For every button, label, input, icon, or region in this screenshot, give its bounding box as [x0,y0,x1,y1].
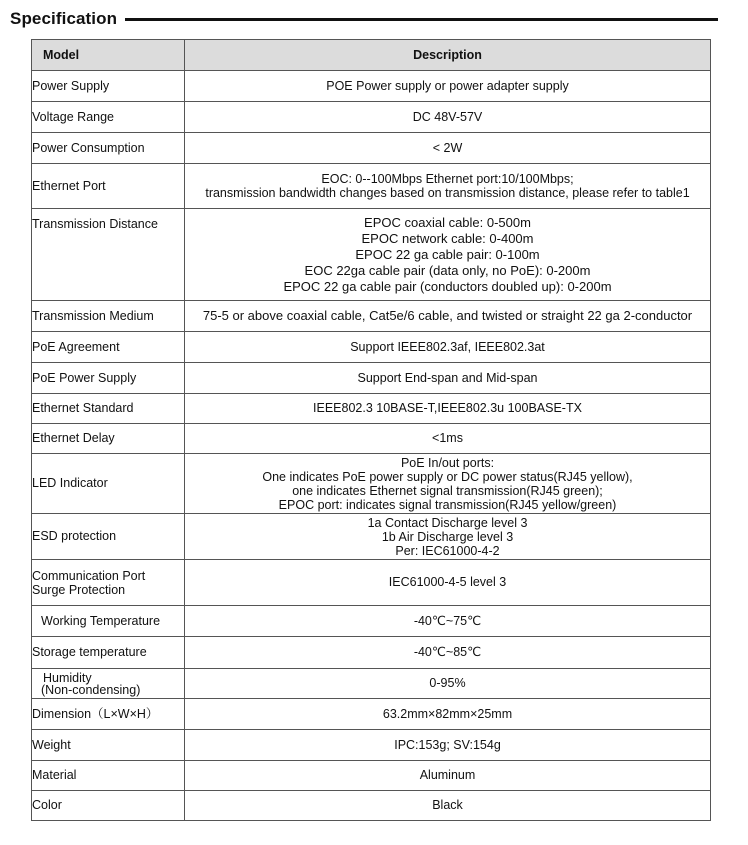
row-value [185,730,711,761]
table-row [32,514,711,560]
row-value [185,394,711,424]
heading-rule [125,18,718,21]
row-value-line: DC 48V-57V [412,109,483,124]
row-value-line: EPOC 22 ga cable pair (conductors doubled up): 0-200m [283,278,612,294]
row-value [185,699,711,730]
row-value [185,164,711,209]
row-value-line: transmission bandwidth changes based on transmission distance, please refer to table1 [205,186,690,200]
row-label-line: PoE Agreement [32,339,120,354]
row-label-line: Ethernet Port [32,178,106,193]
row-label-line: Weight [32,737,71,752]
row-value [185,71,711,102]
row-value [185,102,711,133]
row-label [32,164,185,209]
row-value [185,637,711,669]
section-title: Specification [10,9,118,28]
row-label-line: Working Temperature [41,613,161,628]
row-value [185,761,711,791]
row-label-line: Material [32,768,77,783]
row-value-line: POE Power supply or power adapter supply [326,78,569,93]
table-header-row [32,40,711,71]
table-row [32,761,711,791]
row-value-line: EPOC port: indicates signal transmission(RJ45 yellow/green) [278,497,617,512]
row-value [185,301,711,332]
row-value-line: <1ms [432,431,463,446]
row-label-line: Transmission Distance [32,217,158,231]
row-value-line: -40℃~85℃ [413,645,482,660]
row-label [32,102,185,133]
row-label-line: ESD protection [32,529,117,544]
row-label-line: Dimension（L×W×H） [32,706,159,721]
table-row [32,102,711,133]
row-label [32,699,185,730]
row-label [32,454,185,514]
header-model: Model [32,40,185,71]
row-value-line: 1b Air Discharge level 3 [381,529,514,544]
table-row [32,394,711,424]
row-value-line: Black [432,798,463,813]
row-label [32,560,185,606]
row-label [32,637,185,669]
row-value-line: 1a Contact Discharge level 3 [367,515,528,530]
row-label-line: LED Indicator [32,476,108,491]
row-value-line: EOC 22ga cable pair (data only, no PoE): 0-200m [304,262,591,278]
row-value-line: 63.2mm×82mm×25mm [382,706,513,721]
row-value [185,454,711,514]
row-value-line: Aluminum [419,768,476,783]
row-value-line: IEEE802.3 10BASE-T,IEEE802.3u 100BASE-TX [313,401,582,416]
row-label-line: (Non-condensing) [41,682,141,697]
row-label-line: Color [32,798,62,813]
row-value [185,424,711,454]
row-value-line: Per: IEC61000-4-2 [395,543,500,558]
row-label [32,730,185,761]
row-value-line: IPC:153g; SV:154g [394,737,501,752]
table-row [32,730,711,761]
table-row [32,424,711,454]
row-value-line: EPOC coaxial cable: 0-500m [364,214,531,230]
row-value [185,209,711,301]
table-row [32,164,711,209]
table-row [32,454,711,514]
table-row [32,133,711,164]
row-value-line: PoE In/out ports: [400,455,495,470]
row-value-line: EPOC 22 ga cable pair: 0-100m [355,246,540,262]
row-label-line: Power Consumption [32,140,145,155]
row-label [32,606,185,637]
row-value-line: 0-95% [429,676,466,691]
row-label [32,669,185,699]
row-value [185,332,711,363]
row-value-line: One indicates PoE power supply or DC power status(RJ45 yellow), [262,469,633,484]
row-label [32,301,185,332]
row-value [185,669,711,699]
row-label-line: Communication Port [32,568,146,583]
row-label [32,394,185,424]
row-label [32,791,185,821]
row-label-line: Ethernet Delay [32,431,115,446]
table-row [32,332,711,363]
row-label-line: Power Supply [32,78,110,93]
row-label [32,761,185,791]
table-row [32,560,711,606]
table-row [32,669,711,699]
row-label [32,332,185,363]
row-value [185,791,711,821]
header-description: Description [185,40,711,71]
table-row [32,699,711,730]
table-row [32,301,711,332]
row-label [32,209,185,301]
table-row [32,209,711,301]
row-value-line: Support IEEE802.3af, IEEE802.3at [350,339,545,354]
row-label-line: PoE Power Supply [32,370,137,385]
table-row [32,606,711,637]
row-label-line: Storage temperature [32,645,147,660]
table-row [32,71,711,102]
row-label-line: Transmission Medium [32,308,154,323]
row-value [185,560,711,606]
table-row [32,363,711,394]
row-value-line: -40℃~75℃ [413,613,482,628]
row-label [32,71,185,102]
row-value-line: < 2W [432,140,463,155]
row-label [32,133,185,164]
row-value [185,363,711,394]
row-label-line: Ethernet Standard [32,401,134,416]
table-row [32,791,711,821]
row-value-line: IEC61000-4-5 level 3 [388,575,507,590]
row-value-line: 75-5 or above coaxial cable, Cat5e/6 cable, and twisted or straight 22 ga 2-conductor [202,307,693,323]
specification-table [31,39,711,821]
section-heading-row [10,8,718,30]
row-value-line: one indicates Ethernet signal transmission(RJ45 green); [292,483,603,498]
row-label [32,514,185,560]
row-value-line: Support End-span and Mid-span [357,370,538,385]
row-label-line: Surge Protection [32,582,126,597]
row-value [185,606,711,637]
row-value-line: EPOC network cable: 0-400m [361,230,534,246]
row-label-line: Humidity [43,670,92,685]
row-value-line: EOC: 0--100Mbps Ethernet port:10/100Mbps; [321,171,574,186]
row-label [32,363,185,394]
table-row [32,637,711,669]
row-value [185,514,711,560]
row-label [32,424,185,454]
row-label-line: Voltage Range [32,109,115,124]
row-value [185,133,711,164]
